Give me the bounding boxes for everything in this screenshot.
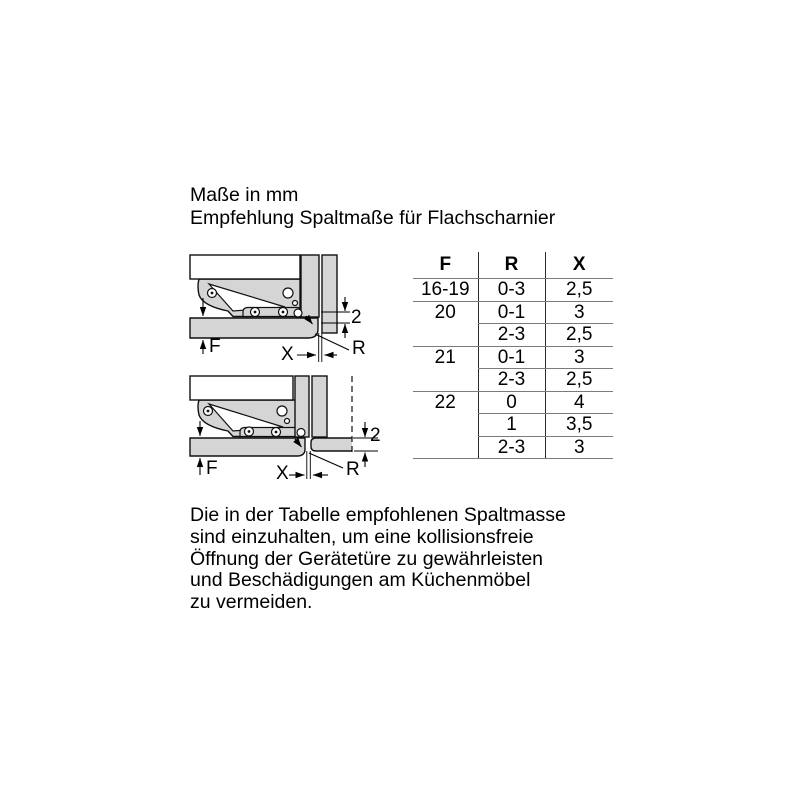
- table-header-row: [413, 252, 613, 279]
- appliance-door-panel: [190, 255, 300, 279]
- cell-f: [413, 324, 478, 347]
- cell-x: 3: [545, 301, 613, 324]
- radius-leader-line: [309, 453, 343, 468]
- cell-f: [413, 369, 478, 392]
- cell-r: 0-1: [478, 346, 545, 369]
- cell-r: 0-1: [478, 301, 545, 324]
- table-row: [413, 436, 613, 459]
- cell-x: 3: [545, 346, 613, 369]
- table-row: [413, 324, 613, 347]
- cell-r: 2-3: [478, 369, 545, 392]
- label-x: X: [276, 463, 289, 484]
- furniture-door-panel: [190, 318, 318, 338]
- radius-leader-line: [315, 334, 349, 350]
- furniture-bottom-panel: [311, 438, 352, 451]
- gap-table: [413, 252, 613, 459]
- cell-r: 2-3: [478, 436, 545, 459]
- note-line: zu vermeiden.: [190, 591, 313, 614]
- label-f: F: [209, 336, 221, 357]
- column-header-r: R: [478, 252, 545, 279]
- label-2: 2: [370, 425, 381, 446]
- cell-r: 2-3: [478, 324, 545, 347]
- table-row: [413, 279, 613, 302]
- page-title: [190, 184, 555, 229]
- column-header-f: F: [413, 252, 478, 279]
- note-line: und Beschädigungen am Küchenmöbel: [190, 569, 531, 592]
- note-paragraph: [190, 505, 566, 614]
- units-line: Maße in mm: [190, 184, 299, 206]
- cell-x: 2,5: [545, 369, 613, 392]
- furniture-side-panel: [312, 376, 327, 437]
- appliance-side-wall: [301, 255, 319, 317]
- label-2: 2: [351, 307, 362, 328]
- cell-f: 16-19: [413, 279, 478, 302]
- cell-f: 22: [434, 391, 456, 413]
- label-r: R: [352, 338, 366, 359]
- cell-x: 2,5: [545, 324, 613, 347]
- label-r: R: [346, 459, 360, 480]
- cell-x: 4: [545, 391, 613, 414]
- cell-f: [413, 414, 478, 437]
- appliance-side-wall: [295, 376, 309, 437]
- furniture-door-panel: [190, 438, 305, 456]
- cell-r: 1: [478, 414, 545, 437]
- subtitle-line: Empfehlung Spaltmaße für Flachscharnier: [190, 206, 556, 229]
- table-row: [413, 301, 613, 324]
- cell-x: 2,5: [545, 279, 613, 302]
- cell-x: 3: [545, 436, 613, 459]
- hinge-diagram-bottom: [185, 371, 397, 493]
- cell-f: [413, 436, 478, 459]
- cell-f: 21: [434, 346, 456, 368]
- table-row: [413, 391, 613, 414]
- cell-r: 0-3: [478, 279, 545, 302]
- furniture-side-panel: [322, 255, 337, 333]
- column-header-x: X: [545, 252, 613, 279]
- label-x: X: [281, 344, 294, 365]
- note-line: sind einzuhalten, um eine kollisionsfreie: [190, 525, 534, 548]
- hinge-diagram-top: [185, 250, 385, 368]
- table-row: [413, 369, 613, 392]
- note-line: Die in der Tabelle empfohlenen Spaltmasse: [190, 504, 566, 526]
- table-row: [413, 414, 613, 437]
- cell-f: 20: [434, 301, 456, 323]
- note-line: Öffnung der Gerätetüre zu gewährleisten: [190, 547, 544, 570]
- cell-r: 0: [478, 391, 545, 414]
- label-f: F: [206, 458, 218, 479]
- cell-x: 3,5: [545, 414, 613, 437]
- appliance-door-panel: [190, 376, 293, 400]
- table-row: [413, 346, 613, 369]
